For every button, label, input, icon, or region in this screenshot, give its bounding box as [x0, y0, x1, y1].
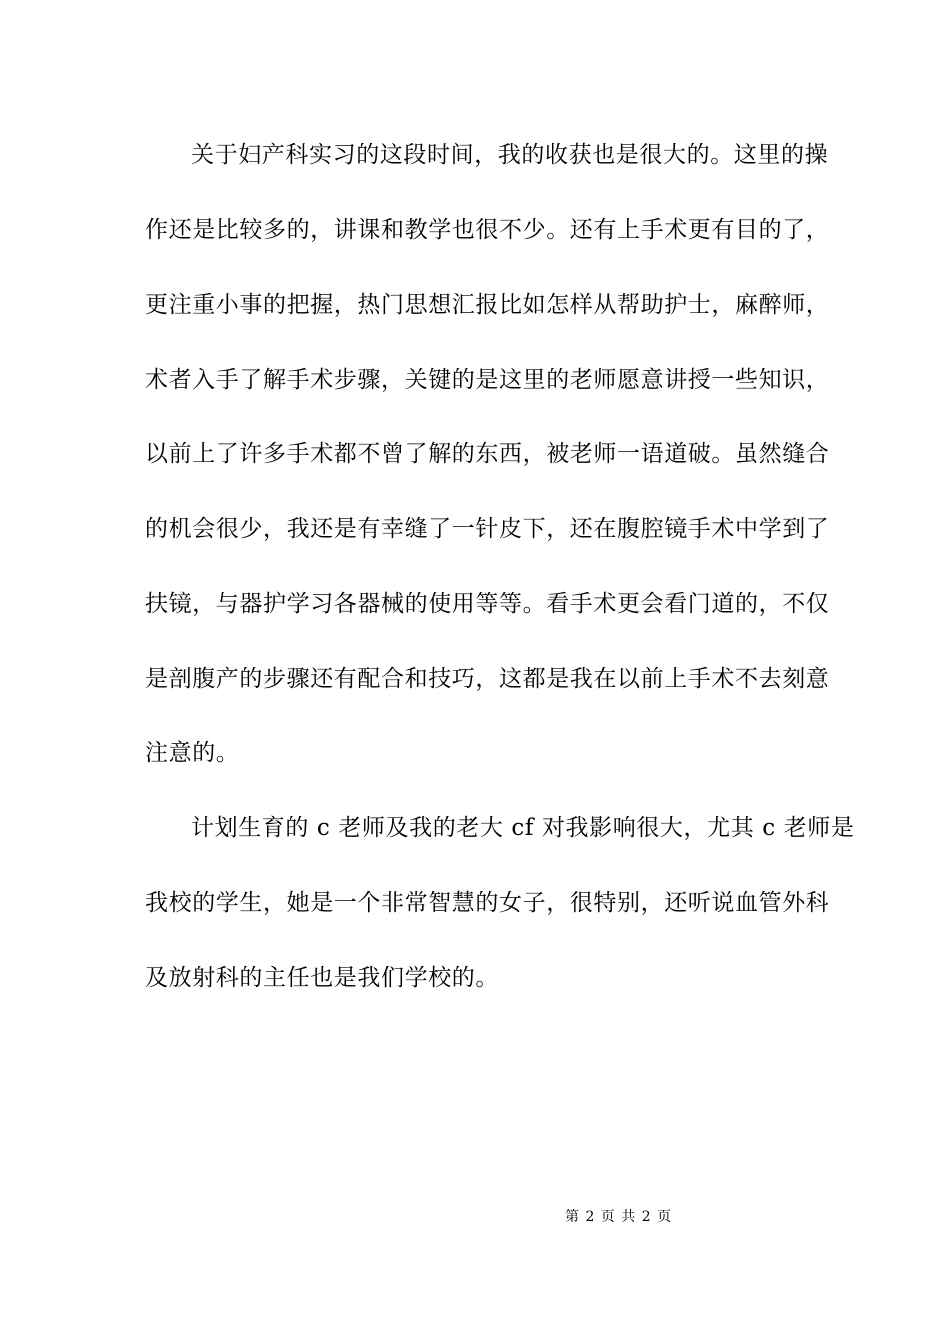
paragraph-1-line-6: 的机会很少，我还是有幸缝了一针皮下，还在腹腔镜手术中学到了 [145, 516, 830, 542]
paragraph-1-line-2: 作还是比较多的，讲课和教学也很不少。还有上手术更有目的了， [145, 217, 830, 243]
paragraph-1-line-8: 是剖腹产的步骤还有配合和技巧，这都是我在以前上手术不去刻意 [145, 666, 830, 692]
paragraph-2-line-2: 我校的学生，她是一个非常智慧的女子，很特别，还听说血管外科 [145, 890, 830, 916]
paragraph-1-line-1: 关于妇产科实习的这段时间，我的收获也是很大的。这里的操 [191, 142, 829, 168]
paragraph-2-line-3: 及放射科的主任也是我们学校的。 [145, 965, 499, 991]
paragraph-1-line-3: 更注重小事的把握，热门思想汇报比如怎样从帮助护士，麻醉师， [145, 292, 830, 318]
paragraph-2-line-1: 计划生育的 c 老师及我的老大 cf 对我影响很大，尤其 c 老师是 [191, 815, 855, 841]
paragraph-1-line-9: 注意的。 [145, 740, 240, 766]
page-number-footer: 第 2 页 共 2 页 [565, 1209, 673, 1225]
paragraph-1-line-5: 以前上了许多手术都不曾了解的东西，被老师一语道破。虽然缝合 [145, 441, 830, 467]
paragraph-1-line-7: 扶镜，与器护学习各器械的使用等等。看手术更会看门道的，不仅 [145, 591, 830, 617]
paragraph-1-line-4: 术者入手了解手术步骤，关键的是这里的老师愿意讲授一些知识， [145, 367, 830, 393]
